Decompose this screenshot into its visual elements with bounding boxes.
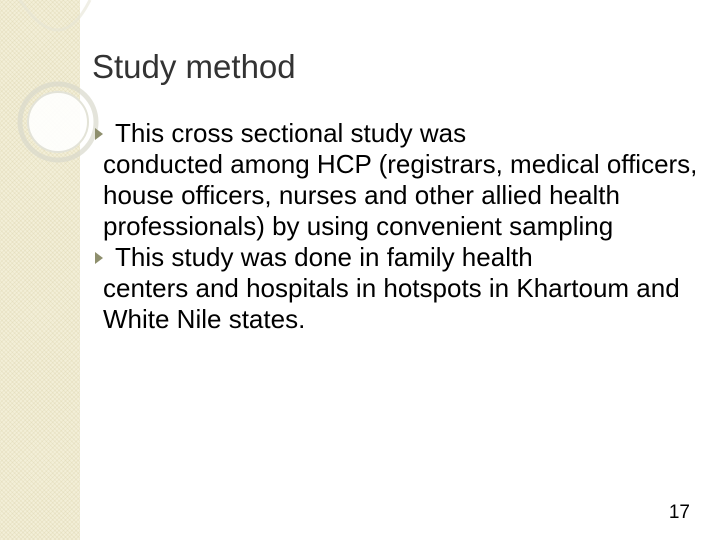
bullet-text-continuation: conducted among HCP (registrars, medical officers, house officers, nurses and other allied health professionals) by using convenient sampling [103,149,698,241]
bullet-item [98,242,698,335]
bullet-arrow-icon [95,128,103,140]
bullet-text-first-line: This cross sectional study was [115,118,467,148]
slide-body [98,118,698,335]
bullet-item [98,118,698,242]
slide-title: Study method [92,48,296,85]
page-number: 17 [668,502,690,523]
bullet-arrow-icon [95,252,103,264]
bullet-text-continuation: centers and hospitals in hotspots in Khartoum and White Nile states. [103,273,680,334]
bullet-text-first-line: This study was done in family health [115,242,533,272]
